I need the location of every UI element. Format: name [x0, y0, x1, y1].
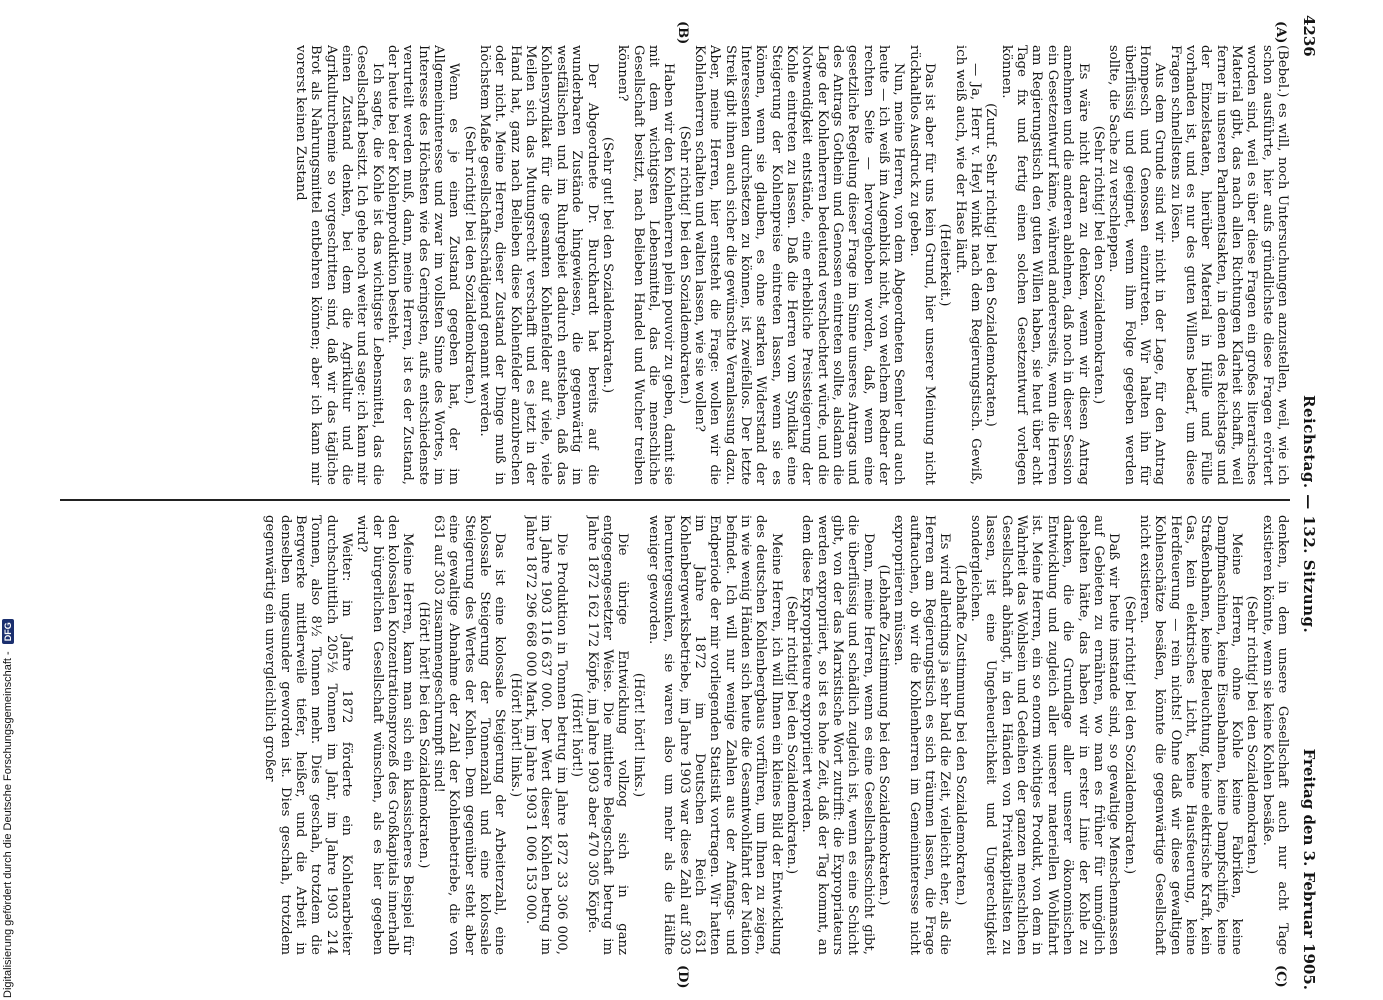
column-divider [60, 499, 1290, 501]
paragraph: Ich sagte, die Kohle ist das wichtigste Lebensmittel, das die Gesellschaft besitzt. Ich gehe noch weiter und sage: ich kann mir einen Zustand denken, bei dem die Agrikultur und die Agrikulturchemie so vorgeschritten sind, daß wir das tägliche Brot als Nahrungsmittel entbehren können; aber ich kann mir vorerst keinen Zustand [293, 45, 385, 485]
paragraph: Es wäre nicht daran zu denken, wenn wir diesen Antrag annehmen und die anderen ablehnen, daß noch in dieser Session ein Gesetzentwurf käme, während andererseits, wenn die Herren am Regierungstisch den guten Willen haben, sie heut über acht Tage fix und fertig einen solchen Gesetzentwurf vorlegen können. [998, 45, 1091, 485]
margin-marker-c: (C) [1273, 965, 1288, 988]
paragraph: denken, in dem unsere Gesellschaft auch nur acht Tage existieren könnte, wenn sie keine Kohlen besäße. [1259, 515, 1290, 955]
interjection: (Hört! hört! links.) [507, 672, 523, 798]
interjection: (Sehr gut! bei den Sozialdemokraten.) [599, 136, 615, 394]
paragraph: Weiter: im Jahre 1872 förderte ein Kohlenarbeiter durchschnittlich 205½ Tonnen im Jahr, im Jahre 1903 214 Tonnen, also 8½ Tonnen mehr. Dies geschah, trotzdem die Bergwerke mittlerweile tiefer, heißer, und die Arbeit in denselben ungesunder geworden ist. Dies geschah, trotzdem gegenwärtig ein unvergleichlich großer [262, 515, 355, 955]
interjection: (Sehr richtig! bei den Sozialdemokraten.) [461, 125, 477, 405]
interjection: (Sehr richtig! bei den Sozialdemokraten.) [1244, 595, 1260, 875]
interjection: (Hört! hört! links.) [630, 672, 646, 798]
margin-marker-a: (A) [1273, 21, 1288, 44]
dfg-logo: DFG [2, 619, 14, 644]
interjection: (Sehr richtig! bei den Sozialdemokraten.) [1121, 595, 1137, 875]
paragraph: Meine Herren, kann man sich ein klassischeres Beispiel für den kolossalen Konzentrationsprozeß des Großkapitals innerhalb der bürgerlichen Gesellschaft wünschen, als es hier gegeben wird? [354, 515, 416, 955]
paragraph: Nun, meine Herren, von dem Abgeordneten Semler und auch heute — ich weiß im Augenblick nicht, von welchem Redner der rechten Seite — hervorgehoben worden, daß, wenn eine gesetzliche Regelung dieser Frage im Sinne unseres Antrags und des Antrags Gothein und Genossen eintreten sollte, alsdann die Lage der Kohlenherren bedeutend verschlechtert würde, und die Notwendigkeit entstände, eine erhebliche Preissteigerung der Kohle eintreten zu lassen. Daß die Herren vom Syndikat eine Steigerung der Kohlenpreise eintreten lassen, wenn sie es können, wenn sie glauben, es ohne starken Widerstand der Interessenten durchsetzen zu können, ist zweifellos. Der letzte Streik gibt ihnen auch sicher die gewünschte Veranlassung dazu. Aber, meine Herren, hier entsteht die Frage: wollen wir die Kohlenherren schalten und walten lassen, wie sie wollen? [691, 45, 907, 485]
paragraph: Das ist eine kolossale Steigerung der Arbeiterzahl, eine kolossale Steigerung der Tonnenzahl und eine kolossale Steigerung des Wertes der Kohlen. Dem gegenüber steht aber eine gewaltige Abnahme der Zahl der Kohlenbetriebe, die von 631 auf 303 zusammengeschrumpft sind! [431, 515, 508, 955]
paragraph: Wenn es je einen Zustand gegeben hat, der im Allgemeininteresse und zwar im vollsten Sinne des Wortes, im Interesse des Höchsten wie des Geringsten, aufs entschiedenste verurteilt werden muß, dann, meine Herren, ist es der Zustand, der heute bei der Kohlenproduktion besteht. [385, 45, 462, 485]
running-title: Reichstag. — 132. Sitzung. [1300, 395, 1318, 634]
interjection: (Lebhafte Zustimmung bei den Sozialdemokraten.) [952, 564, 968, 906]
right-text-column [60, 515, 1290, 955]
interjection: (Lebhafte Zustimmung bei den Sozialdemokraten.) [876, 564, 892, 906]
interjection: (Hört! hört! bei den Sozialdemokraten.) [415, 601, 431, 869]
interjection: (Hört! hört!) [569, 692, 585, 778]
interjection: (Sehr richtig! bei den Sozialdemokraten.) [1090, 125, 1106, 405]
paragraph: Es wird allerdings ja sehr bald die Zeit, vielleicht eher, als die Herren am Regierungstisch es sich träumen lassen, die Frage auftauchen, ob wir die Kohlenherren im Gemeininteresse nicht expropriieren müssen. [891, 515, 953, 955]
margin-marker-b: (B) [675, 21, 690, 45]
paragraph: Die übrige Entwicklung vollzog sich in ganz entgegengesetzter Weise. Die mittlere Belegschaft betrug im Jahre 1872 162 172 Köpfe, im Jahre 1903 aber 470 305 Köpfe. [584, 515, 631, 955]
page-number: 4236 [1300, 15, 1318, 57]
rotated-page-content [50, 15, 1320, 990]
paragraph: Meine Herren, ich will Ihnen ein kleines Bild der Entwicklung des deutschen Kohlenbergbaus vorführen, um Ihnen zu zeigen, in wie wenig Händen sich heute die Gesamtwohlfahrt der Nation befindet. Ich will nur wenige Zahlen aus der Anfangs- und Endperiode der mir vorliegenden Statistik vortragen. Wir hatten im Jahre 1872 im Deutschen Reich 631 Kohlenbergwerksbetriebe, im Jahre 1903 war diese Zahl auf 303 heruntergesunken, sie waren also um mehr als die Hälfte weniger geworden. [645, 515, 784, 955]
paragraph: Daß wir heute imstande sind, so gewaltige Menschenmassen auf Gebieten zu ernähren, wo man es früher für unmöglich gehalten hätte, das haben wir in erster Linie der Kohle zu danken, die die Grundlage aller unserer ökonomischen Entwicklung und zugleich aller unserer materiellen Wohlfahrt ist. Meine Herren, ein so enorm wichtiges Produkt, von dem in Wahrheit das Wohlsein und Gedeihen der ganzen menschlichen Gesellschaft abhängt, in den Händen von Privatkapitalisten zu lassen, ist eine Ungeheuerlichkeit und Ungerechtigkeit sondergleichen. [968, 515, 1122, 955]
paragraph: Meine Herren, ohne Kohle keine Fabriken, keine Dampfmaschinen, keine Eisenbahnen, keine Dampfschiffe, keine Straßenbahnen, keine Beleuchtung, keine elektrische Kraft, kein Gas, kein elektrisches Licht, keine Hausfeuerung, keine Herdfeuerung — rein nichts! Ohne daß wir diese gewaltigen Kohlenschätze besäßen, könnte die gegenwärtige Gesellschaft nicht existieren. [1136, 515, 1244, 955]
paragraph: Der Abgeordnete Dr. Burckhardt hat bereits auf die wunderbaren Zustände hingewiesen, die gegenwärtig im westfälischen und im Ruhrgebiet dadurch entstehen, daß das Kohlensyndikat für die gesamten Kohlenfelder auf viele, viele Meilen sich das Mutungsrecht verschafft und es jetzt in der Hand hat, ganz nach Belieben diese Kohlenfelder anzubrechen oder nicht. Meine Herren, dieser Zustand der Dinge muß in höchstem Maße gesellschaftsschädigend genannt werden. [477, 45, 600, 485]
margin-marker-d: (D) [675, 965, 690, 989]
left-text-column [60, 45, 1290, 485]
paragraph: Haben wir den Kohlenherren plein pouvoir zu geben, damit sie mit dem wichtigsten Lebensmittel, das die menschliche Gesellschaft besitzt, nach Belieben Handel und Wucher treiben können? [615, 45, 677, 485]
interjection: (Heiterkeit.) [937, 223, 953, 307]
paragraph: Denn, meine Herren, wenn es eine Gesellschaftsschicht gibt, die überflüssig und schädlich zugleich ist, wenn es eine Schicht gibt, von der das Marxistische Wort zutrifft: die Expropriateurs werden expropriiert, so ist es hohe Zeit, daß der Tag kommt, an dem diese Expropriateure expropriiert werden. [799, 515, 876, 955]
paragraph: — Ja, Herr v. Heyl winkt nach dem Regierungstisch. Gewiß, ich weiß auch, wie der Hase läuft. [952, 45, 984, 485]
session-date: Freitag den 3. Februar 1905. [1300, 748, 1318, 990]
interjection: (Sehr richtig! bei den Sozialdemokraten.) [784, 595, 799, 875]
paragraph: Das ist aber für uns kein Grund, hier unserer Meinung nicht rückhaltlos Ausdruck zu geben. [906, 45, 938, 485]
digitization-credit [2, 619, 14, 998]
interjection: (Zuruf. Sehr richtig! bei den Sozialdemokraten.) [983, 103, 999, 427]
paragraph: Die Produktion in Tonnen betrug im Jahre 1872 33 306 000, im Jahre 1903 116 637 000. Der Wert dieser Kohlen betrug im Jahre 1872 296 668 000 Mark, im Jahre 1903 1 006 153 000. [523, 515, 569, 955]
credit-text: Digitalisierung gefördert durch die Deutsche Forschungsgemeinschaft - [2, 651, 14, 998]
paragraph: Aus dem Grunde sind wir nicht in der Lage, für den Antrag Hompesch und Genossen einzutreten. Wir halten ihn für überflüssig und geeignet, wenn ihm Folge gegeben werden sollte, die Sache zu verschleppen. [1106, 45, 1168, 485]
interjection: (Sehr richtig! bei den Sozialdemokraten.) [676, 125, 692, 405]
page-header [1294, 15, 1320, 990]
paragraph: (Bebel.) es will, noch Untersuchungen anzustellen, weil, wie ich schon ausführte, hier aufs gründlichste diese Fragen erörtert worden sind, weil es über diese Fragen ein großes literarisches Material gibt, das nach allen Richtungen Klarheit schafft, weil ferner in unseren Parlamentsakten, in denen des Reichstags und der Einzelstaaten, hierüber Material in Hülle und Fülle vorhanden ist, und es nur des guten Willens bedarf, um diese Fragen schnellstens zu lösen. [1167, 45, 1290, 485]
